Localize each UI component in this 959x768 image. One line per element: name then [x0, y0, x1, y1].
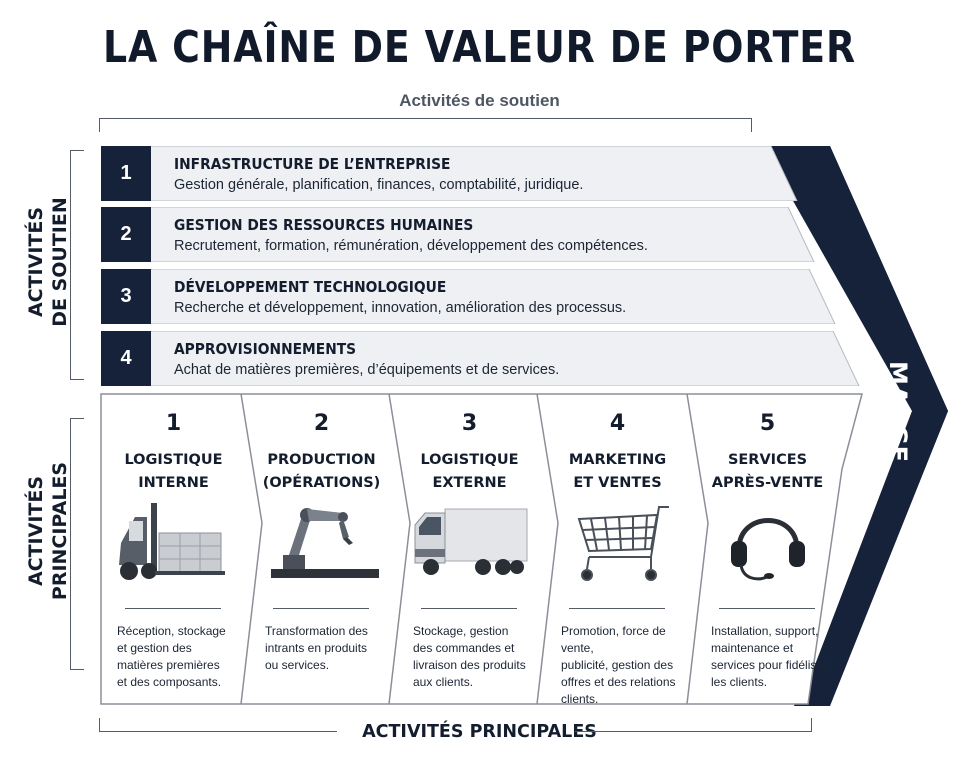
support-top-bracket	[99, 118, 752, 132]
support-row-title: APPROVISIONNEMENTS	[174, 340, 357, 358]
primary-activity-title: LOGISTIQUE INTERNE	[124, 452, 223, 491]
support-side-label: ACTIVITÉS DE SOUTIEN	[25, 197, 71, 327]
support-row-3	[101, 269, 849, 324]
primary-activity-title: SERVICES APRÈS-VENTE	[711, 452, 824, 491]
support-row-title: GESTION DES RESSOURCES HUMAINES	[174, 216, 474, 234]
primary-activity-5	[695, 393, 840, 705]
primary-bottom-label: ACTIVITÉS PRINCIPALES	[362, 722, 597, 742]
support-row-title: INFRASTRUCTURE DE L’ENTREPRISE	[174, 155, 451, 173]
support-row-number: 3	[101, 269, 151, 324]
primary-activity-desc-line: publicité, gestion des	[561, 658, 674, 672]
shopping-cart-icon	[559, 503, 677, 588]
primary-activity-3	[397, 393, 542, 705]
support-row-4	[101, 331, 873, 386]
primary-activity-number: 2	[313, 411, 330, 436]
support-row-1	[101, 146, 811, 201]
primary-activity-2	[249, 393, 394, 705]
primary-activity-desc-line: Transformation des	[265, 624, 368, 638]
primary-activity-desc-line: et gestion des	[117, 641, 192, 655]
primary-activity-desc-line: les clients.	[711, 675, 768, 689]
primary-activity-number: 3	[461, 411, 478, 436]
primary-activity-number: 5	[759, 411, 776, 436]
primary-activity-desc	[117, 623, 237, 691]
primary-activity-desc-line: clients.	[561, 692, 599, 706]
robot-arm-icon	[263, 503, 381, 588]
truck-icon	[411, 503, 529, 588]
support-row-title: DÉVELOPPEMENT TECHNOLOGIQUE	[174, 278, 447, 296]
primary-activity-divider	[273, 608, 369, 609]
support-row-number: 1	[101, 146, 151, 201]
primary-activity-number: 1	[165, 411, 182, 436]
primary-activity-desc-line: Stockage, gestion	[413, 624, 509, 638]
primary-activity-desc-line: maintenance et	[711, 641, 794, 655]
primary-activity-divider	[125, 608, 221, 609]
primary-activity-1	[101, 393, 246, 705]
primary-activity-divider	[421, 608, 517, 609]
bottom-bracket-right	[811, 718, 812, 732]
forklift-icon	[115, 503, 233, 588]
primary-activity-desc	[561, 623, 681, 708]
primary-side-label: ACTIVITÉS PRINCIPALES	[25, 461, 71, 601]
primary-activity-desc	[711, 623, 831, 691]
primary-activity-title: PRODUCTION (OPÉRATIONS)	[262, 452, 381, 491]
headset-icon	[709, 503, 827, 588]
primary-activity-title: MARKETING ET VENTES	[568, 452, 667, 491]
primary-activity-desc-line: et des composants.	[117, 675, 222, 689]
margin-label: MARGE	[884, 361, 912, 464]
page-title: LA CHAÎNE DE VALEUR DE PORTER	[102, 22, 857, 73]
primary-activity-number: 4	[609, 411, 626, 436]
primary-activity-desc	[413, 623, 533, 691]
support-row-desc: Achat de matières premières, d’équipements et de services.	[174, 362, 560, 378]
primary-activity-desc-line: intrants en produits	[265, 641, 368, 655]
primary-activity-title: LOGISTIQUE EXTERNE	[420, 452, 519, 491]
support-top-label: Activités de soutien	[399, 91, 560, 110]
primary-activity-divider	[719, 608, 815, 609]
primary-activity-divider	[569, 608, 665, 609]
primary-activity-desc-line: des commandes et	[413, 641, 515, 655]
primary-activity-desc-line: offres et des relations	[561, 675, 676, 689]
primary-activity-desc-line: matières premières	[117, 658, 220, 672]
primary-activity-desc-line: Promotion, force de vente,	[561, 624, 666, 655]
primary-activity-desc-line: Réception, stockage	[117, 624, 226, 638]
primary-activity-4	[545, 393, 690, 705]
primary-activity-desc	[265, 623, 385, 674]
support-row-desc: Gestion générale, planification, finances, comptabilité, juridique.	[174, 177, 584, 193]
bottom-bracket-line-right	[575, 731, 812, 732]
support-row-desc: Recrutement, formation, rémunération, développement des compétences.	[174, 238, 648, 254]
primary-activity-desc-line: aux clients.	[413, 675, 474, 689]
support-row-desc: Recherche et développement, innovation, amélioration des processus.	[174, 300, 627, 316]
support-row-number: 4	[101, 331, 151, 386]
primary-activity-desc-line: Installation, support,	[711, 624, 819, 638]
primary-activity-desc-line: livraison des produits	[413, 658, 526, 672]
support-row-number: 2	[101, 207, 151, 262]
primary-activity-desc-line: services pour fidéliser	[711, 658, 828, 672]
support-row-2	[101, 207, 828, 262]
primary-activity-desc-line: ou services.	[265, 658, 330, 672]
